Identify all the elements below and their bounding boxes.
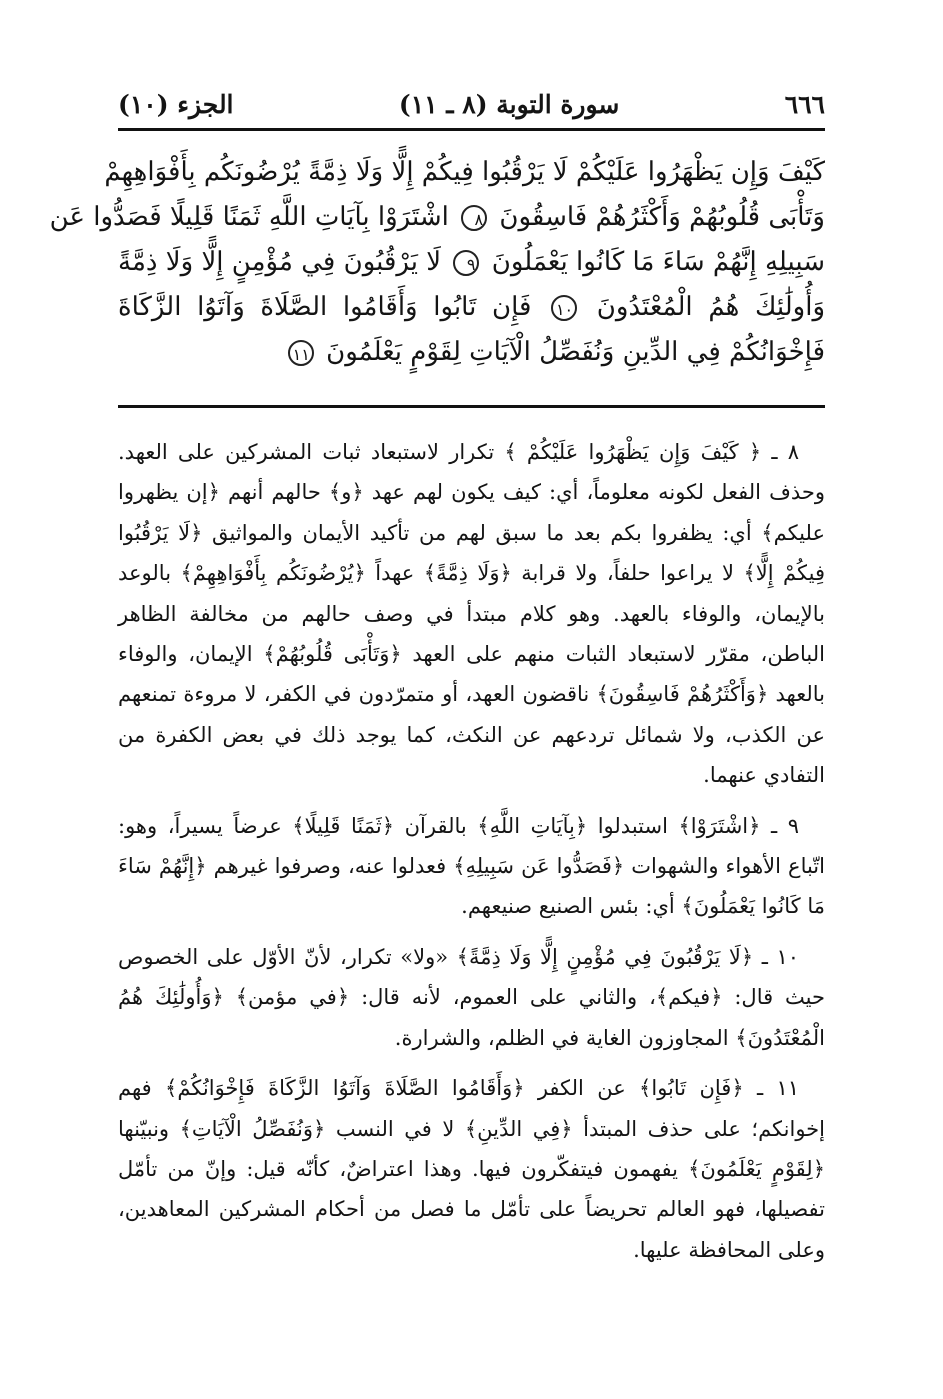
quran-line [118, 330, 825, 375]
verse-text: فَإِخْوَانُكُمْ فِي الدِّينِ وَنُفَصِّلُ الْآيَاتِ لِقَوْمٍ يَعْلَمُونَ [326, 337, 825, 367]
section-rule [118, 405, 825, 408]
verse-text: فَإِن تَابُوا وَأَقَامُوا الصَّلَاةَ وَآتَوُا الزَّكَاةَ [118, 292, 532, 322]
verse-text: اشْتَرَوْا بِآيَاتِ اللَّهِ ثَمَنًا قَلِيلًا فَصَدُّوا عَن [49, 202, 449, 232]
quran-line [49, 195, 825, 240]
commentary-paragraph-11: ١١ ـ ﴿فَإِن تَابُوا﴾ عن الكفر ﴿وَأَقَامُوا الصَّلَاةَ وَآتَوُا الزَّكَاةَ فَإِخْوَانُكُمْ﴾ فهم إخوانكم؛ على حذف المبتدأ ﴿فِي الدِّينِ﴾ لا في النسب ﴿وَنُفَصِّلُ الْآيَاتِ﴾ ونبيّنها ﴿لِقَوْمٍ يَعْلَمُونَ﴾ يفهمون فيتفكّرون فيها. وهذا اعتراضٌ، كأنّه قيل: وإنّ من تأمّل تفصيلها، فهو العالم تحريضاً على تأمّل ما فصل من أحكام المشركين المعاهدين، وعلى المحافظة عليها. [118, 1076, 825, 1262]
commentary-paragraph-9: ٩ ـ ﴿اشْتَرَوْا﴾ استبدلوا ﴿بِآيَاتِ اللَّهِ﴾ بالقرآن ﴿ثَمَنًا قَلِيلًا﴾ عرضاً يسيراً، وهو: اتّباع الأهواء والشهوات ﴿فَصَدُّوا عَن سَبِيلِهِ﴾ فعدلوا عنه، وصرفوا غيرهم ﴿إِنَّهُمْ سَاءَ مَا كَانُوا يَعْمَلُونَ﴾ أي: بئس الصنيع صنيعهم. [118, 813, 825, 919]
verse-text: وَأُولَٰئِكَ هُمُ الْمُعْتَدُونَ [596, 292, 826, 322]
juz-label: الجزء (١٠) [118, 89, 234, 119]
quran-text-block [49, 150, 826, 402]
verse-text: كَيْفَ وَإِن يَظْهَرُوا عَلَيْكُمْ لَا يَرْقُبُوا فِيكُمْ إِلًّا وَلَا ذِمَّةً يُرْضُونَكُم بِأَفْوَاهِهِمْ [104, 157, 825, 187]
ayah-number-marker: ١٠ [551, 295, 577, 321]
verse-text: وَتَأْبَى قُلُوبُهُمْ وَأَكْثَرُهُمْ فَاسِقُونَ [499, 202, 825, 232]
commentary-paragraph-10: ١٠ ـ ﴿لَا يَرْقُبُونَ فِي مُؤْمِنٍ إِلًّا وَلَا ذِمَّةً﴾ «ولا» تكرار، لأنّ الأوّل على الخصوص حيث قال: ﴿فيكم﴾، والثاني على العموم، لأنه قال: ﴿في مؤمن﴾ ﴿وَأُولَٰئِكَ هُمُ الْمُعْتَدُونَ﴾ المجاوزون الغاية في الظلم، والشرارة. [118, 944, 825, 1050]
ayah-number-marker: ١١ [288, 340, 314, 366]
verse-text: لَا يَرْقُبُونَ فِي مُؤْمِنٍ إِلًّا وَلَا ذِمَّةً [118, 247, 442, 277]
ayah-number-marker: ٨ [461, 205, 487, 231]
quran-line [104, 150, 825, 195]
commentary-paragraph-8: ٨ ـ ﴿ كَيْفَ وَإِن يَظْهَرُوا عَلَيْكُمْ ﴾ تكرار لاستبعاد ثبات المشركين على العهد. وحذف الفعل لكونه معلوماً، أي: كيف يكون لهم عهد ﴿و﴾ حالهم أنهم ﴿إن يظهروا عليكم﴾ أي: يظفروا بكم بعد ما سبق لهم من تأكيد الأيمان والمواثيق ﴿لَا يَرْقُبُوا فِيكُمْ إِلًّا﴾ لا يراعوا حلفاً، ولا قرابة ﴿وَلَا ذِمَّةً﴾ عهداً ﴿يُرْضُونَكُم بِأَفْوَاهِهِمْ﴾ بالوعد بالإيمان، والوفاء بالعهد. وهو كلام مبتدأ في وصف حالهم من مخالفة الظاهر الباطن، مقرّر لاستبعاد الثبات منهم على العهد ﴿وَتَأْبَى قُلُوبُهُمْ﴾ الإيمان، والوفاء بالعهد ﴿وَأَكْثَرُهُمْ فَاسِقُونَ﴾ ناقضون العهد، أو متمرّدون في الكفر، لا مروءة تمنعهم عن الكذب، ولا شمائل تردعهم عن النكث، كما يوجد ذلك في بعض الكفرة من التفادي عنهما. [118, 440, 825, 788]
verse-text: سَبِيلِهِ إِنَّهُمْ سَاءَ مَا كَانُوا يَعْمَلُونَ [491, 247, 826, 277]
quran-line [118, 285, 825, 330]
page-number: ٦٦٦ [784, 89, 825, 119]
running-header [118, 84, 825, 124]
surah-title: سورة التوبة (٨ ـ ١١) [398, 89, 620, 119]
commentary-block [118, 432, 825, 1270]
header-rule [118, 128, 825, 131]
quran-line [118, 240, 825, 285]
ayah-number-marker: ٩ [453, 250, 479, 276]
